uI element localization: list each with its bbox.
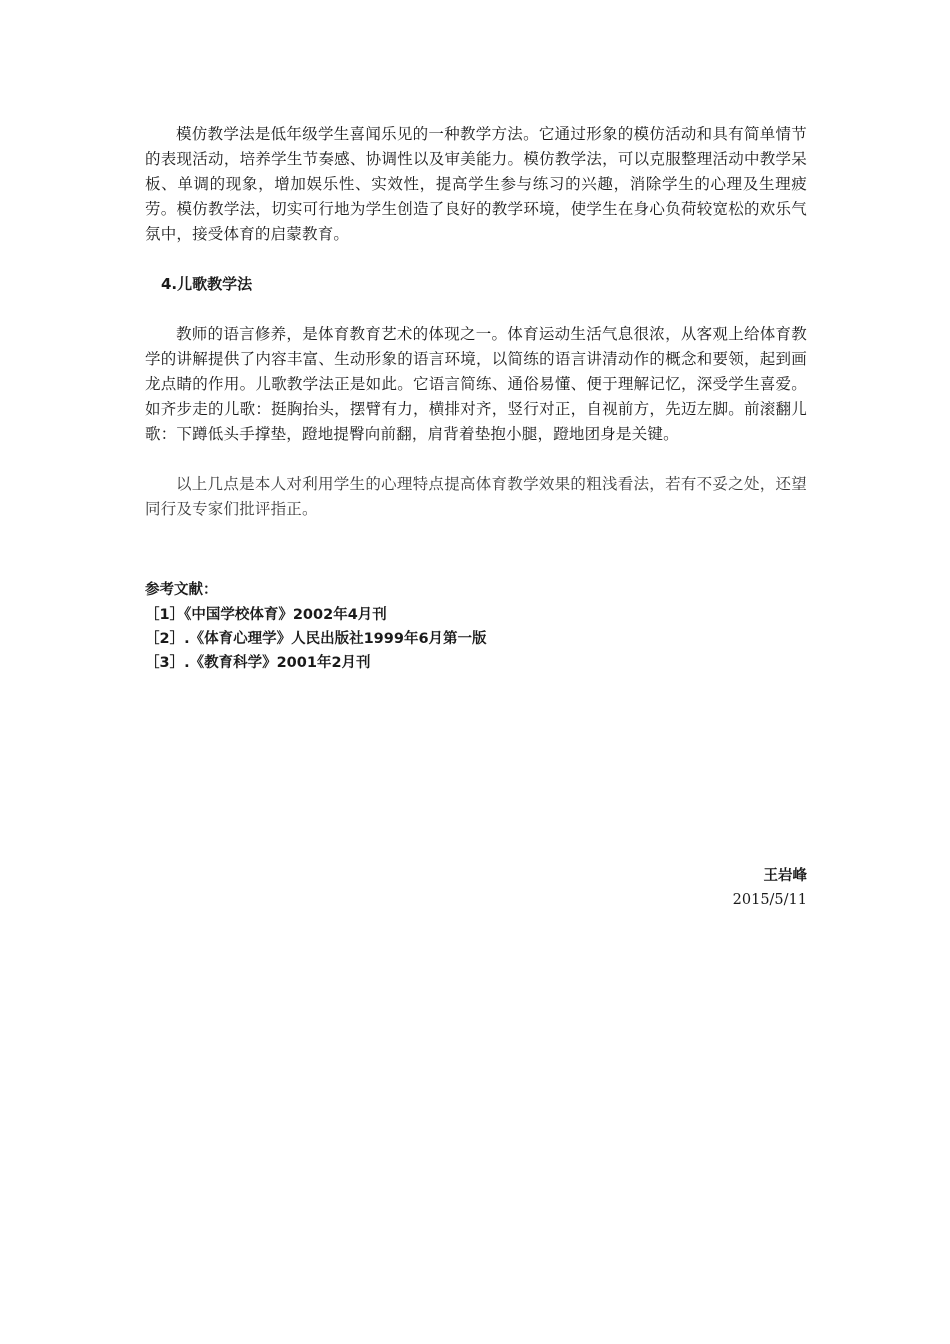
paragraph-nursery-rhyme-method: 教师的语言修养，是体育教育艺术的体现之一。体育运动生活气息很浓，从客观上给体育教学的讲解提供了内容丰富、生动形象的语言环境，以简练的语言讲清动作的概念和要领，起到画龙点睛的作用。儿歌教学法正是如此。它语言简练、通俗易懂、便于理解记忆，深受学生喜爱。如齐步走的儿歌：挺胸抬头，摆臂有力，横排对齐，竖行对正，自视前方，先迈左脚。前滚翻儿歌：下蹲低头手撑垫，蹬地提臀向前翻，肩背着垫抱小腿，蹬地团身是关键。 — [145, 325, 807, 443]
spacer — [145, 522, 807, 578]
spacer — [145, 247, 807, 272]
references-title: 参考文献： — [145, 582, 218, 598]
reference-item: ［3］.《教育科学》2001年2月刊 — [145, 655, 371, 671]
signature-block — [733, 864, 807, 912]
reference-item: ［2］.《体育心理学》人民出版社1999年6月第一版 — [145, 631, 487, 647]
spacer — [145, 297, 807, 322]
author-name: 王岩峰 — [763, 868, 807, 884]
paragraph-imitation-method: 模仿教学法是低年级学生喜闻乐见的一种教学方法。它通过形象的模仿活动和具有简单情节的表现活动，培养学生节奏感、协调性以及审美能力。模仿教学法，可以克服整理活动中教学呆板、单调的现象，增加娱乐性、实效性，提高学生参与练习的兴趣，消除学生的心理及生理疲劳。模仿教学法，切实可行地为学生创造了良好的教学环境，使学生在身心负荷较宽松的欢乐气氛中，接受体育的启蒙教育。 — [145, 125, 807, 243]
reference-item: ［1］《中国学校体育》2002年4月刊 — [145, 607, 387, 623]
spacer — [145, 447, 807, 472]
paragraph-conclusion: 以上几点是本人对利用学生的心理特点提高体育教学效果的粗浅看法，若有不妥之处，还望同行及专家们批评指正。 — [145, 475, 807, 518]
document-date: 2015/5/11 — [732, 892, 807, 908]
section-heading-nursery-rhyme: 4.儿歌教学法 — [161, 275, 253, 293]
references-list — [145, 603, 807, 675]
document-body — [145, 122, 807, 675]
